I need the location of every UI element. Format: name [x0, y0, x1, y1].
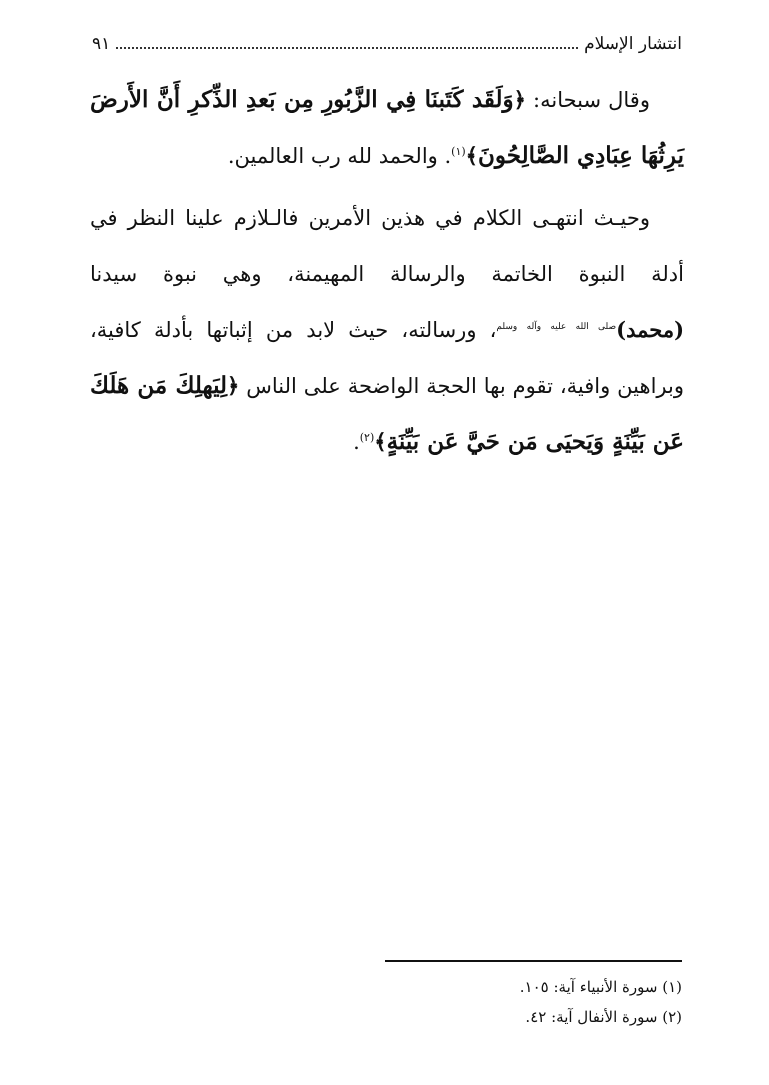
paragraph-1	[90, 72, 684, 184]
leader-dots	[116, 47, 578, 49]
quran-open-bracket: ﴿	[513, 87, 526, 112]
paragraph-1-tail: . والحمد لله رب العالمين.	[227, 144, 452, 168]
footnote-separator	[385, 960, 682, 962]
paragraph-1-lead: وقال سبحانه:	[525, 88, 650, 112]
paragraph-2-part1: وحيـث انتهـى الكلام في هذين الأمرين فالـلازم علينا النظر في أدلة النبوة الخاتمة والرسالة المهيمنة، وهي نبوة سيدنا	[90, 206, 684, 286]
footnote-2: (٢) سورة الأنفال آية: ٤٢.	[525, 1008, 682, 1026]
quran-verse-2: لِيَهلِكَ مَن هَلَكَ عَن بَيِّنَةٍ وَيَحيَى مَن حَيَّ عَن بَيِّنَةٍ	[90, 372, 684, 455]
paragraph-2-tail: .	[353, 430, 360, 454]
paragraph-2-part2: ، ورسالته، حيث لابد من إثباتها بأدلة كافية، وبراهين وافية، تقوم بها الحجة الواضحة على الناس	[90, 318, 684, 398]
quran-close-bracket: ﴾	[465, 143, 478, 168]
page-number: ٩١	[92, 34, 111, 54]
quran-close-bracket: ﴾	[374, 429, 387, 454]
footnote-1: (١) سورة الأنبياء آية: ١٠٥.	[519, 978, 682, 996]
footnotes	[385, 972, 682, 1032]
running-header	[92, 28, 682, 54]
body-text	[90, 72, 684, 470]
quran-open-bracket: ﴿	[227, 373, 240, 398]
paragraph-2	[90, 190, 684, 470]
quran-verse-1: وَلَقَد كَتَبنَا فِي الزَّبُورِ مِن بَعدِ الذِّكرِ أَنَّ الأَرضَ يَرِثُهَا عِبَادِي الصَّالِحُونَ	[90, 86, 684, 169]
salawat-glyph: صلى الله عليه وآله وسلم	[496, 322, 617, 332]
footnote-ref-1: (١)	[451, 145, 466, 158]
footnote-ref-2: (٢)	[359, 431, 375, 444]
prophet-name: (محمد)	[616, 317, 685, 342]
chapter-title: انتشار الإسلام	[584, 34, 682, 54]
